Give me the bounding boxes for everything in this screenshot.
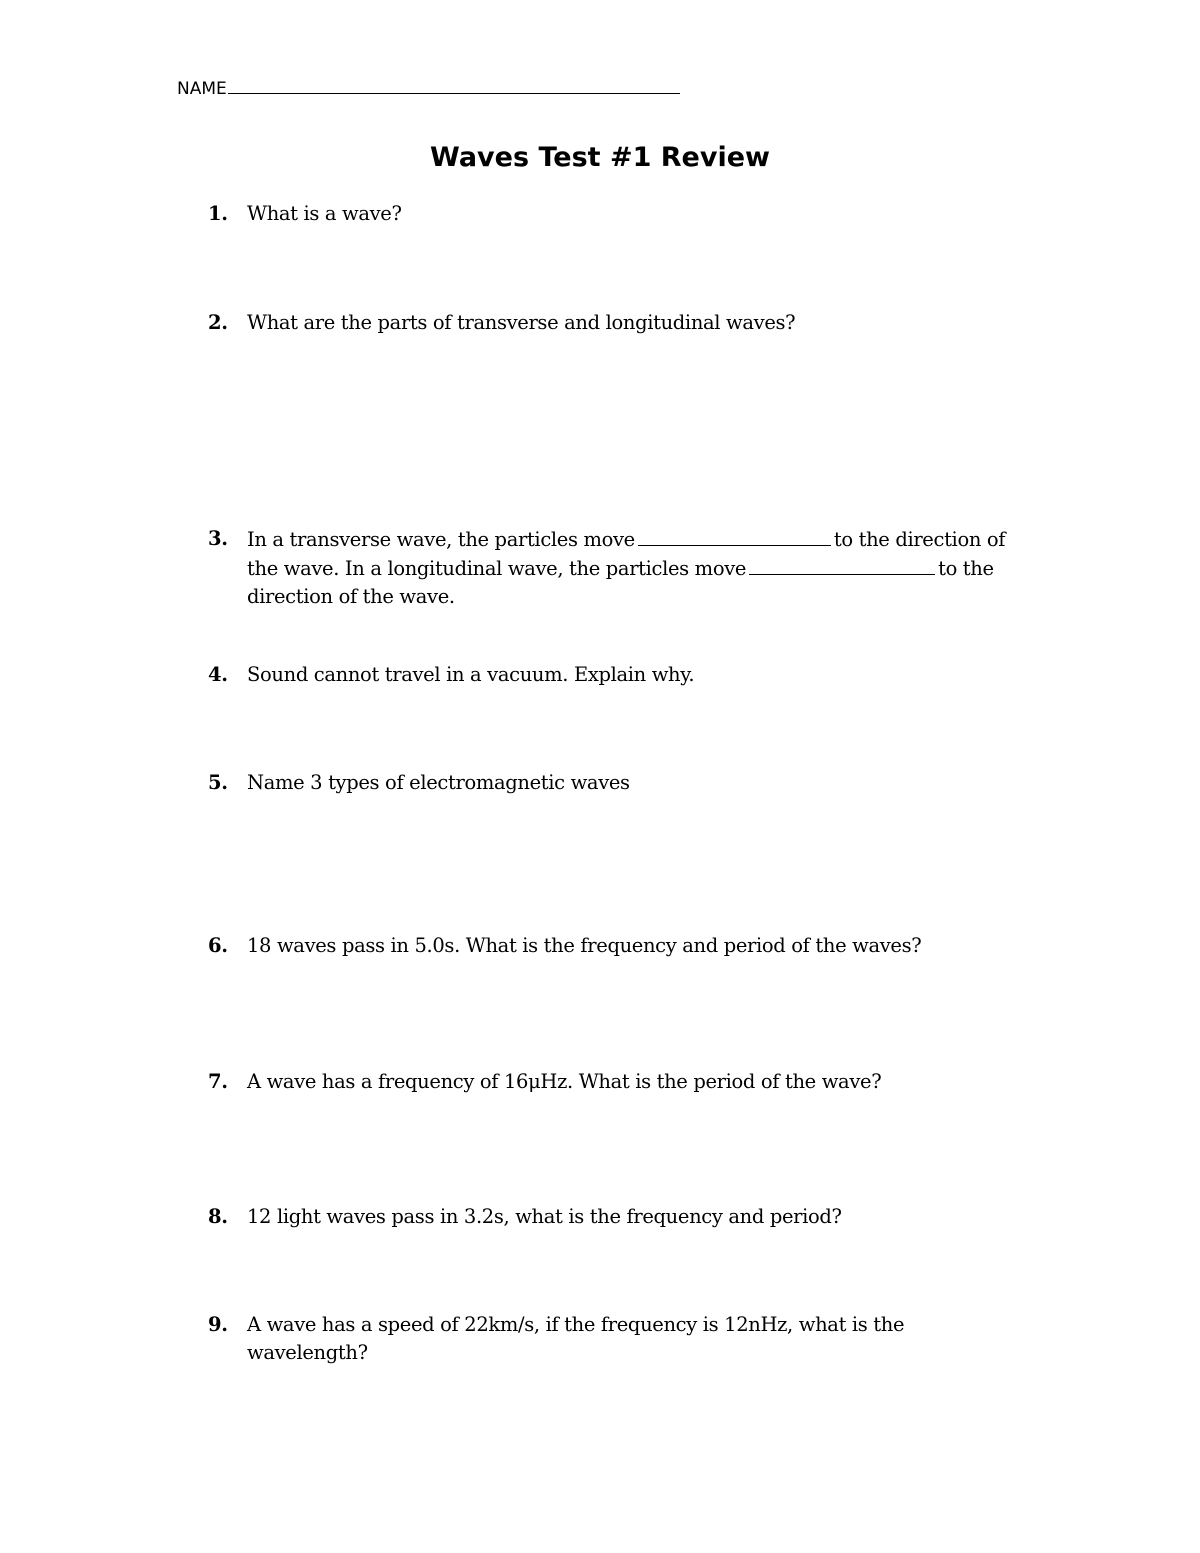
- name-label: NAME: [177, 79, 227, 99]
- question-number: 3.: [208, 527, 228, 550]
- question-text: 12 light waves pass in 3.2s, what is the frequency and period?: [247, 1205, 842, 1228]
- answer-blank-longitudinal[interactable]: [749, 554, 935, 575]
- question-text: Name 3 types of electromagnetic waves: [247, 771, 630, 794]
- question-text-part-b: to the direction of the wave. In a longitudinal wave, the particles move: [247, 528, 1006, 580]
- question-8: [208, 1203, 1028, 1231]
- question-text: A wave has a frequency of 16μHz. What is the period of the wave?: [247, 1070, 882, 1093]
- page-title: Waves Test #1 Review: [430, 142, 770, 173]
- question-number: 5.: [208, 771, 228, 794]
- question-6: [208, 932, 1028, 960]
- question-number: 1.: [208, 202, 228, 225]
- question-text: 18 waves pass in 5.0s. What is the frequency and period of the waves?: [247, 934, 922, 957]
- question-4: [208, 661, 1028, 689]
- question-text-part-c: to the direction of the wave.: [247, 557, 994, 608]
- question-number: 9.: [208, 1313, 228, 1336]
- question-text: What are the parts of transverse and longitudinal waves?: [247, 311, 796, 334]
- answer-blank-transverse[interactable]: [638, 525, 831, 546]
- question-text-part-a: In a transverse wave, the particles move: [247, 528, 635, 551]
- question-9: [208, 1311, 1028, 1367]
- question-1: [208, 200, 1028, 228]
- name-blank-line[interactable]: [228, 74, 680, 94]
- question-3: [208, 525, 1028, 611]
- question-5: [208, 769, 1028, 797]
- question-text: [247, 525, 1028, 611]
- question-number: 4.: [208, 663, 228, 686]
- question-7: [208, 1068, 1028, 1096]
- question-number: 8.: [208, 1205, 228, 1228]
- question-text: Sound cannot travel in a vacuum. Explain why.: [247, 663, 695, 686]
- question-text: A wave has a speed of 22km/s, if the frequency is 12nHz, what is the wavelength?: [247, 1313, 905, 1364]
- question-number: 2.: [208, 311, 228, 334]
- question-number: 6.: [208, 934, 228, 957]
- question-text: What is a wave?: [247, 202, 402, 225]
- question-2: [208, 309, 1028, 337]
- name-field[interactable]: [177, 74, 680, 101]
- question-number: 7.: [208, 1070, 228, 1093]
